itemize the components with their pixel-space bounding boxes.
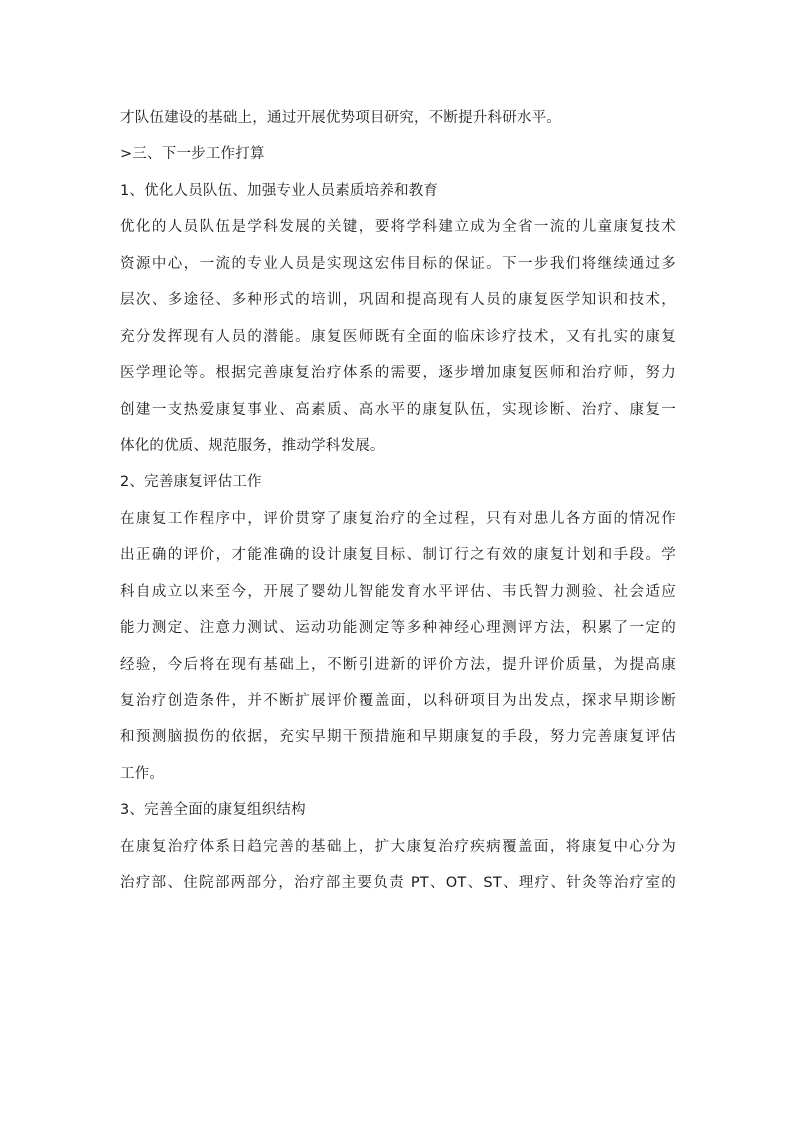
- section-heading: 1、优化人员队伍、加强专业人员素质培养和教育: [120, 182, 439, 199]
- text-line: 经验，今后将在现有基础上，不断引进新的评价方法，提升评价质量，为提高康: [120, 656, 676, 673]
- text-line: 才队伍建设的基础上，通过开展优势项目研究，不断提升科研水平。: [120, 110, 561, 126]
- text-line: 在康复治疗体系日趋完善的基础上，扩大康复治疗疾病覆盖面，将康复中心分为: [120, 838, 676, 855]
- text-line: 资源中心，一流的专业人员是实现这宏伟目标的保证。下一步我们将继续通过多: [120, 255, 676, 272]
- text-line: 创建一支热爱康复事业、高素质、高水平的康复队伍，实现诊断、治疗、康复一: [120, 401, 676, 418]
- text-line: 层次、多途径、多种形式的培训，巩固和提高现有人员的康复医学知识和技术，: [120, 292, 676, 309]
- section-heading: >三、下一步工作打算: [120, 146, 265, 163]
- text-line: 治疗部、住院部两部分，治疗部主要负责 PT、OT、ST、理疗、针灸等治疗室的: [120, 875, 676, 892]
- text-line: 能力测定、注意力测试、运动功能测定等多种神经心理测评方法，积累了一定的: [120, 620, 676, 637]
- section-heading: 3、完善全面的康复组织结构: [120, 802, 306, 819]
- text-line: 科自成立以来至今，开展了婴幼儿智能发育水平评估、韦氏智力测验、社会适应: [120, 583, 676, 600]
- document-body: [120, 100, 676, 902]
- text-line: 体化的优质、规范服务，推动学科发展。: [120, 437, 385, 454]
- text-line: 医学理论等。根据完善康复治疗体系的需要，逐步增加康复医师和治疗师，努力: [120, 365, 676, 382]
- text-line: 在康复工作程序中，评价贯穿了康复治疗的全过程，只有对患儿各方面的情况作: [120, 510, 676, 527]
- section-heading: 2、完善康复评估工作: [120, 474, 262, 491]
- text-line: 复治疗创造条件，并不断扩展评价覆盖面，以科研项目为出发点，探求早期诊断: [120, 693, 676, 709]
- text-line: 充分发挥现有人员的潜能。康复医师既有全面的临床诊疗技术，又有扎实的康复: [120, 328, 676, 345]
- text-line: 优化的人员队伍是学科发展的关键，要将学科建立成为全省一流的儿童康复技术: [120, 219, 676, 236]
- text-line: 和预测脑损伤的依据，充实早期干预措施和早期康复的手段，努力完善康复评估: [120, 729, 676, 746]
- text-line: 出正确的评价，才能准确的设计康复目标、制订行之有效的康复计划和手段。学: [120, 547, 676, 564]
- text-line: 工作。: [120, 765, 165, 782]
